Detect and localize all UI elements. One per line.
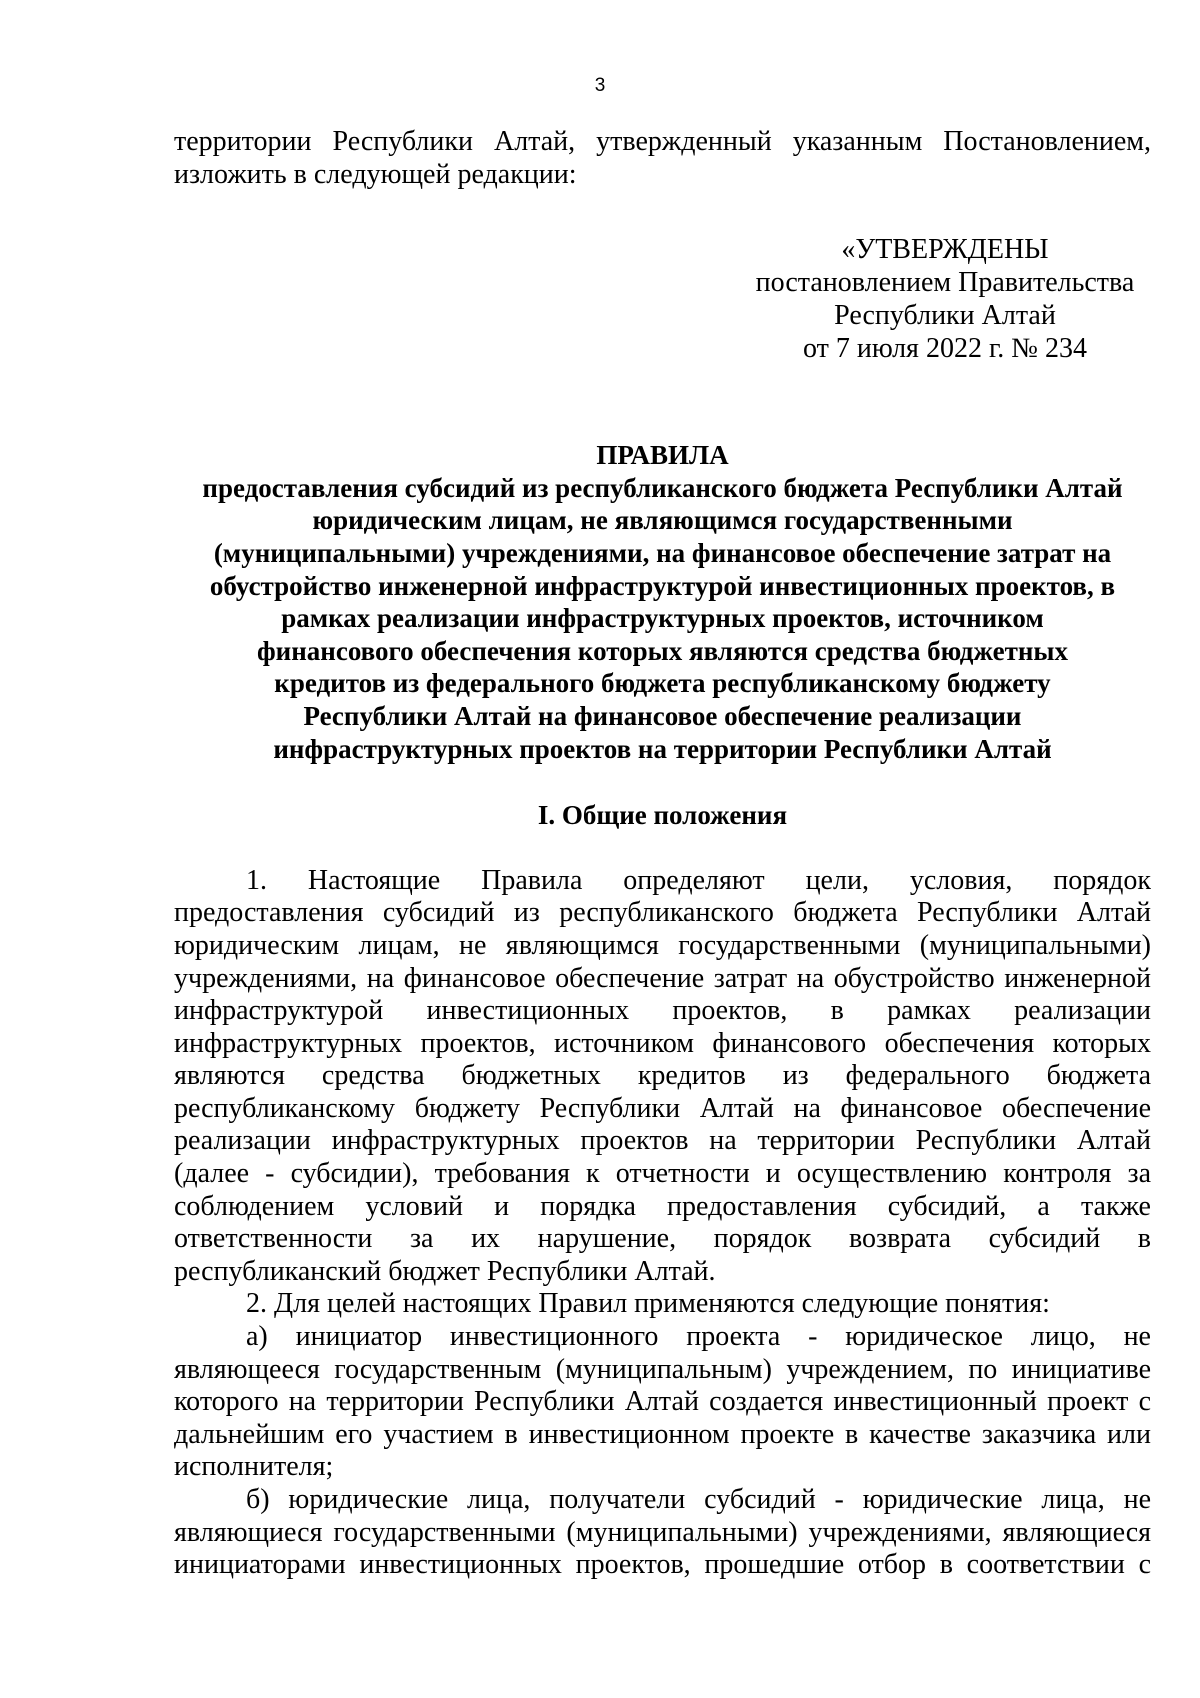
rules-subtitle-line: юридическим лицам, не являющимся государственными xyxy=(312,505,1013,536)
rules-subtitle-line: (муниципальными) учреждениями, на финансовое обеспечение затрат на xyxy=(213,537,1112,568)
approval-line: «УТВЕРЖДЕНЫ xyxy=(841,234,1049,266)
paragraph-line: учреждениями, на финансовое обеспечение затрат на обустройство инженерной xyxy=(174,962,1151,994)
rules-subtitle-line: инфраструктурных проектов на территории Республики Алтай xyxy=(273,733,1052,764)
intro-paragraph xyxy=(174,126,1151,191)
paragraph-line: 1. Настоящие Правила определяют цели, условия, порядок xyxy=(246,864,1151,896)
paragraph-line: инициаторами инвестиционных проектов, прошедшие отбор в соответствии с xyxy=(174,1549,1151,1581)
document-body xyxy=(174,126,1151,1582)
intro-line: изложить в следующей редакции: xyxy=(174,158,577,190)
paragraph-line: которого на территории Республики Алтай создается инвестиционный проект с xyxy=(174,1386,1151,1418)
paragraph-line: ответственности за их нарушение, порядок возврата субсидий в xyxy=(174,1223,1151,1255)
rules-subtitle-line: финансового обеспечения которых являются средства бюджетных xyxy=(256,635,1068,666)
rules-subtitle-line: Республики Алтай на финансовое обеспечение реализации xyxy=(303,700,1022,731)
paragraph-line: дальнейшим его участием в инвестиционном проекте в качестве заказчика или xyxy=(174,1418,1151,1450)
paragraph-line: исполнителя; xyxy=(174,1451,334,1483)
paragraph-line: (далее - субсидии), требования к отчетности и осуществлению контроля за xyxy=(174,1158,1151,1190)
paragraph-line: инфраструктурой инвестиционных проектов, в рамках реализации xyxy=(174,995,1151,1027)
rules-title xyxy=(174,439,1151,765)
paragraph-line: республиканскому бюджету Республики Алтай на финансовое обеспечение xyxy=(174,1092,1151,1124)
approval-line: Республики Алтай xyxy=(834,300,1056,332)
rules-subtitle-line: обустройство инженерной инфраструктурой инвестиционных проектов, в xyxy=(209,570,1116,601)
paragraph-line: являющиеся государственными (муниципальными) учреждениями, являющиеся xyxy=(174,1516,1151,1548)
rules-subtitle-line: предоставления субсидий из республиканского бюджета Республики Алтай xyxy=(202,472,1123,503)
paragraph-1 xyxy=(174,865,1151,1289)
paragraph-line: юридическим лицам, не являющимся государственными (муниципальными) xyxy=(174,929,1151,961)
item-b xyxy=(174,1484,1151,1582)
paragraph-line: инфраструктурных проектов, источником финансового обеспечения которых xyxy=(174,1027,1151,1059)
rules-subtitle-line: рамках реализации инфраструктурных проектов, источником xyxy=(281,603,1044,634)
paragraph-line: б) юридические лица, получатели субсидий - юридические лица, не xyxy=(246,1484,1151,1515)
paragraph-2 xyxy=(174,1288,1151,1321)
paragraph-line: республиканский бюджет Республики Алтай. xyxy=(174,1255,716,1287)
paragraph-line: предоставления субсидий из республиканского бюджета Республики Алтай xyxy=(174,897,1151,929)
intro-line: территории Республики Алтай, утвержденный указанным Постановлением, xyxy=(174,126,1151,157)
paragraph-line: являются средства бюджетных кредитов из федерального бюджета xyxy=(174,1060,1151,1092)
rules-heading: ПРАВИЛА xyxy=(596,440,729,471)
section-heading: I. Общие положения xyxy=(537,800,788,831)
rules-subtitle-line: кредитов из федерального бюджета республиканскому бюджету xyxy=(274,668,1051,699)
approval-line: от 7 июля 2022 г. № 234 xyxy=(803,333,1087,365)
paragraph-line: соблюдением условий и порядка предоставления субсидий, а также xyxy=(174,1190,1151,1222)
paragraph-line: являющееся государственным (муниципальным) учреждением, по инициативе xyxy=(174,1353,1151,1385)
paragraph-line: 2. Для целей настоящих Правил применяются следующие понятия: xyxy=(246,1288,1050,1320)
approval-line: постановлением Правительства xyxy=(755,267,1135,299)
paragraph-line: а) инициатор инвестиционного проекта - юридическое лицо, не xyxy=(246,1321,1151,1353)
paragraph-line: реализации инфраструктурных проектов на территории Республики Алтай xyxy=(174,1125,1151,1157)
approval-stamp xyxy=(749,233,1141,365)
item-a xyxy=(174,1321,1151,1484)
page-number: 3 xyxy=(594,75,606,96)
